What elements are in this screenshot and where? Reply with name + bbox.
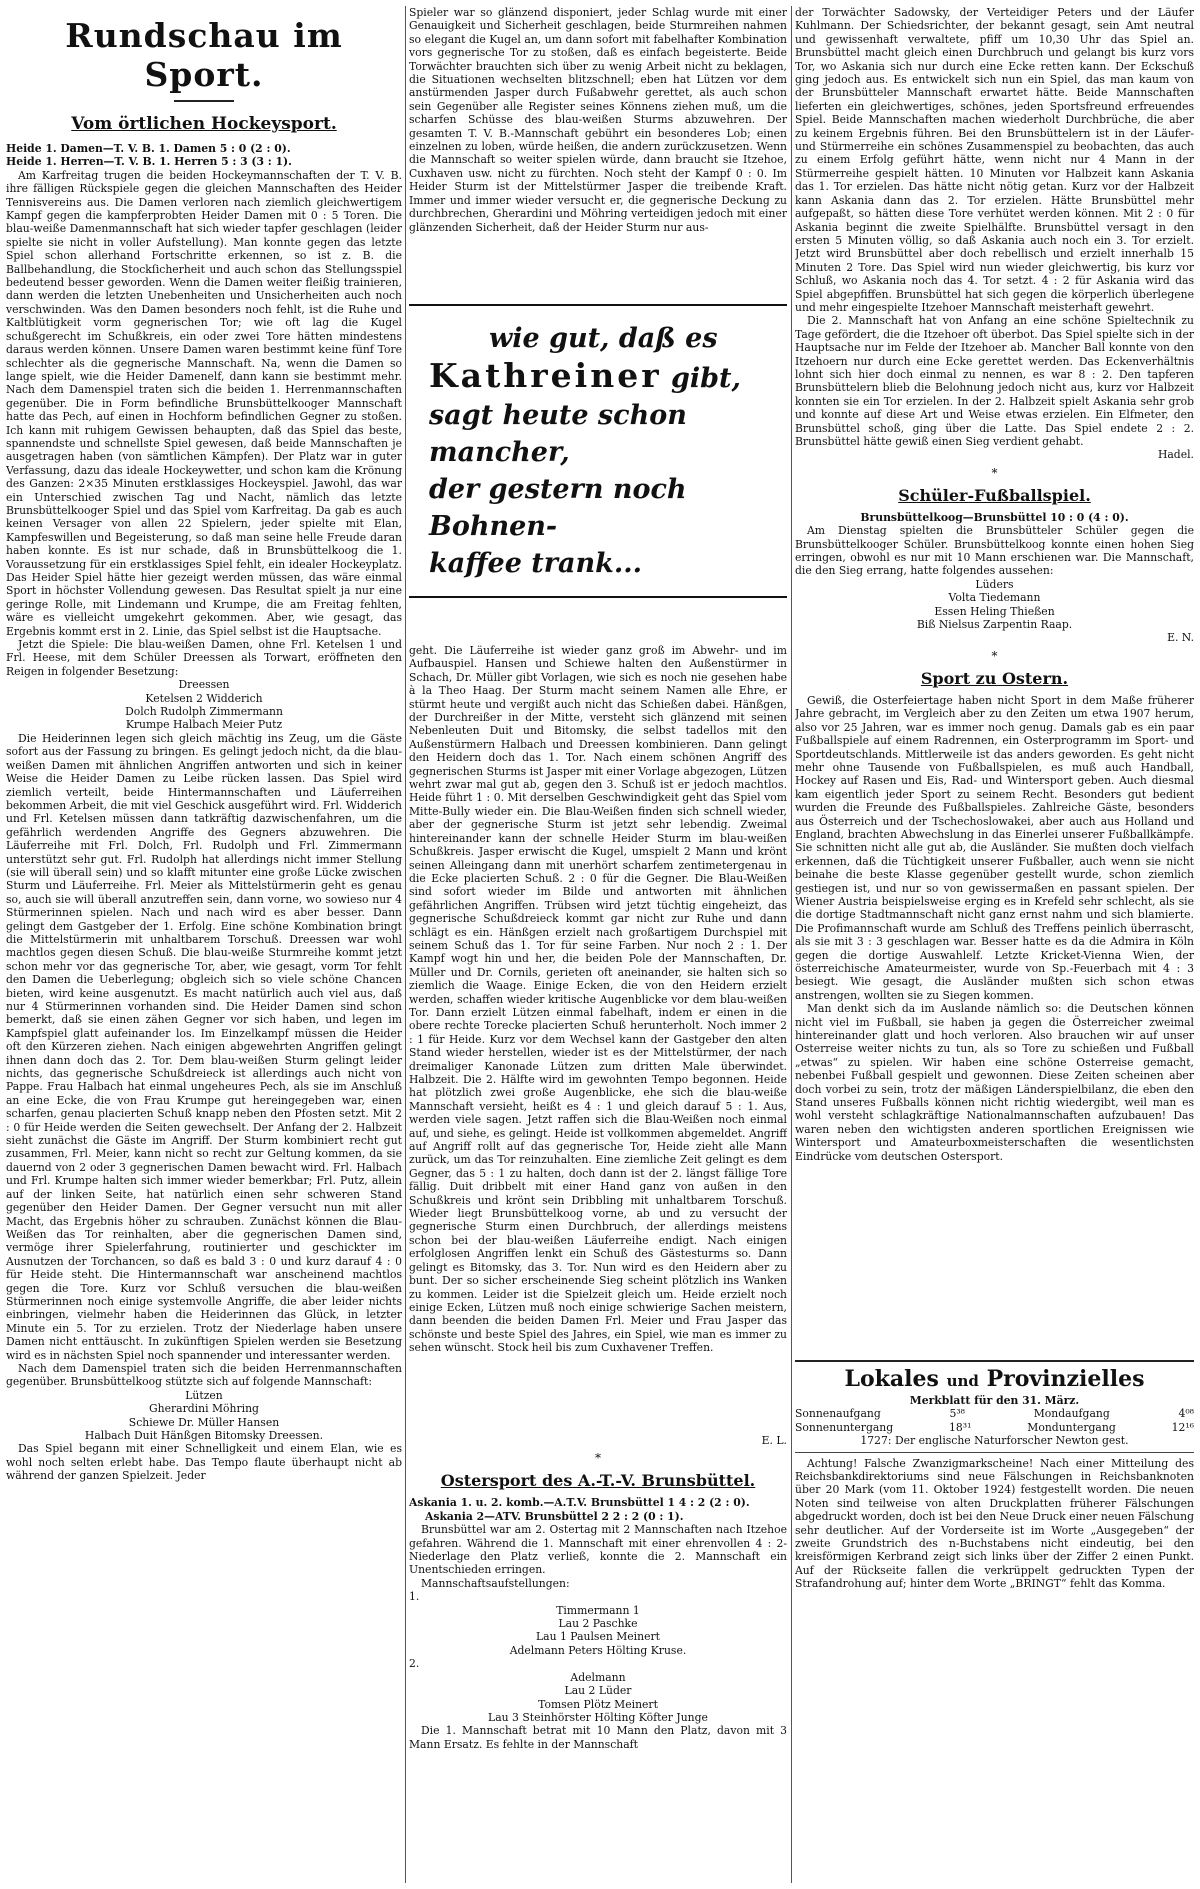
sonnenaufgang-label: Sonnenaufgang (795, 1407, 881, 1421)
column-left (6, 6, 402, 1883)
signature: E. L. (761, 1434, 787, 1447)
kathreiner-advertisement (409, 304, 787, 598)
separator-star: * (595, 1451, 601, 1466)
schueler-heading: Schüler-Fußballspiel. (898, 485, 1091, 505)
ad-line: der gestern noch Bohnen- (429, 474, 687, 542)
team-number: 2. (409, 1657, 420, 1671)
ostersport-heading: Ostersport des A.-T.-V. Brunsbüttel. (440, 1471, 756, 1491)
signature: Hadel. (1157, 448, 1194, 462)
lineup-row: Timmermann 1 (556, 1603, 640, 1617)
lineup-row: Krumpe Halbach Meier Putz (125, 718, 283, 732)
hockey-result: Heide 1. Herren—T. V. B. 1. Herren 5 : 3 (3 : 1). (6, 155, 292, 169)
article-paragraph: der Torwächter Sadowsky, der Verteidiger Peters und der Läufer Kuhlmann. Der Schiedsrichter, der bekannt gesagt, sein Amt neutral und gewissenhaft verwaltete, pfiff um 10,30 Uhr das Spiel an. Brunsbüttel macht gleich einen Durchbruch und gelangt bis kurz vors Tor, wo Askania sich nur durch eine Ecke retten kann. Der Eckschuß ging jedoch aus. Es entwickelt sich nun ein Spiel, das man kaum von der Brunsbütteler Mannschaft erwartet hätte. Beide Mannschaften lieferten ein gleichwertiges, schönes, jeden Sportsfreund erfreuendes Spiel. Beide Mannschaften machen wiederholt Durchbrüche, die aber zu keinem Ergebnis führen. Bei den Brunsbüttelern ist in der Läufer- und Stürmerreihe ein schönes Zusammenspiel zu beobachten, das auch zu einem Erfolg geführt hätte, wenn nicht nur 4 Mann in der Stürmerreihe gespielt hätten. 10 Minuten vor Halbzeit kann Askania das 1. Tor erzielen. Das hätte nicht nötig getan. Kurz vor der Halbzeit kann Askania dann das 2. Tor erzielen. Hätte Brunsbüttel mehr aufgepaßt, so hätten diese Tore verhütet werden können. Mit 2 : 0 für Askania beginnt die zweite Spielhälfte. Brunsbüttel versagt in den ersten 5 Minuten völlig, so daß Askania auch noch ein 3. Tor erzielt. Jetzt wird Brunsbüttel aber doch rebellisch und erzielt innerhalb 15 Minuten 2 Tore. Das Spiel wird nun wieder gleichwertig, bis kurz vor Schluß, wo Askania noch das 4. Tor setzt. 4 : 2 für Askania wird das Spiel abgepfiffen. Brunsbüttel hat sich gegen die körperlich überlegene und mehr eingespielte Itzehoer Mannschaft meisterhaft gewehrt. (795, 6, 1194, 314)
article-paragraph: Gewiß, die Osterfeiertage haben nicht Sport in dem Maße früherer Jahre gebracht, im Vergleich aber zu den Zeiten um etwa 1907 herum, also vor 25 Jahren, war es immer noch genug. Damals gab es ein paar Fußballspiele auf einem Radrennen, ein Osterprogramm im Sport- und Sportdeutschlands. Mittlerweile ist das anders geworden. Es geht nicht mehr ohne Tausende von Fußballspielen, es muß auch Handball, Hockey auf Rasen und Eis, Rad- und Wintersport geben. Auch diesmal kam eigentlich jeder Sport zu seinem Recht. Besonders gut bedient wurden die Freunde des Fußballspieles. Zahlreiche Gäste, besonders aus Österreich und der Tschechoslowakei, aber auch aus Holland und England, brachten Abwechslung in das Einerlei unserer Fußballkämpfe. Sie schnitten nicht alle gut ab, die Ausländer. Sie mußten doch vielfach erkennen, daß die Tüchtigkeit unserer Fußballer, auch wenn sie nicht beinahe die beste Klasse gegenüber gestellt wurde, schon ziemlich gestiegen ist, und nur so von gewissermaßen en passant spielen. Der Wiener Austria beispielsweise erging es in Krefeld sehr schlecht, als sie die dortige Stadtmannschaft nicht ganz ernst nahm und sich blamierte. Die Profimannschaft wurde am Schluß des Treffens peinlich überrascht, als sie mit 3 : 3 geschlagen war. Besser hatte es da die Admira in Köln gegen die dortige Auswahlelf. Letzte Kricket-Vienna Wien, der österreichische Amateurmeister, wurde von Sp.-Feuerbach mit 4 : 3 besiegt. Wie gesagt, die Ausländer mußten sich schon etwas anstrengen, wollten sie zu Siegen kommen. (795, 693, 1194, 1002)
page-title: Rundschau im Sport. (65, 16, 343, 94)
article-paragraph: Am Karfreitag trugen die beiden Hockeymannschaften der T. V. B. ihre fälligen Rückspiele gegen die gleichen Mannschaften des Heider Tennisvereins aus. Die Damen verloren nach ziemlich gleichwertigem Kampf gegen die kampferprobten Heider Damen mit 0 : 5 Toren. Die blau-weiße Damenmannschaft hat sich wieder tapfer geschlagen (leider spielte sie nicht in voller Aufstellung). Man konnte gegen das letzte Spiel schon allerhand Fortschritte erkennen, so ist z. B. die Ballbehandlung, die Stockſicherheit und auch schon das Stellungsspiel bedeutend besser geworden. Wenn die Damen weiter fleißig trainieren, dann werden die letzten Unebenheiten und Unsicherheiten auch noch verschwinden. Was den Damen besonders noch fehlt, ist die Ruhe und Kaltblütigkeit vorm gegnerischen Tor; wie oft lag die Kugel schußgerecht im Schußkreis, ein oder zwei Tore hätten mindestens daraus werden können. Unsere Damen waren bestimmt keine fünf Tore schlechter als die gegnerische Mannschaft. Na, wenn die Damen so lange spielt, wie die Heider Damenelf, dann kann sie bestimmt mehr. Nach dem Damenspiel traten sich die beiden 1. Herrenmannschaften gegenüber. Die in Form befindliche Brunsbüttelkooger Mannschaft hatte das Pech, auf einen in Hochform befindlichen Gegner zu stoßen. Ich kann mit ruhigem Gewissen behaupten, daß das Spiel das beste, spannendste und schnellste Spiel gewesen, daß beide Mannschaften je ausgetragen haben (von sämtlichen Kämpfen). Der Platz war in guter Verfassung, dazu das ideale Hockeywetter, und schon kam die Krönung des Ganzen: 2×35 Minuten erstklassiges Hockeyspiel. Jawohl, das war ein Unterschied zwischen Tag und Nacht, nämlich das letzte Brunsbüttelkooger Spiel und das Spiel vom Karfreitag. Da gab es auch keinen Versager von allen 22 Spielern, jeder spielte mit Elan, Kampfeswillen und Begeisterung, so daß man seine helle Freude daran haben konnte. Es ist nur schade, daß in Brunsbüttelkoog die 1. Voraussetzung für ein erstklassiges Spiel fehlt, ein idealer Hockeyplatz. Das Heider Spiel hätte hier gezeigt werden müssen, das wäre einmal Sport in höchster Vollendung gewesen. Das Resultat spielt ja nur eine geringe Rolle, mit Lindemann und Krumpe, die am Freitag fehlten, wäre es vielleicht umgekehrt gekommen. Aber, wie gesagt, das Ergebnis kommt erst in 2. Linie, das Spiel selbst ist die Hauptsache. (6, 168, 402, 638)
lokales-und: und (946, 1371, 979, 1390)
article-paragraph: Die 2. Mannschaft hat von Anfang an eine schöne Spieltechnik zu Tage gefördert, die die Itzehoer oft überbot. Das Spiel spielte sich in der Hauptsache nur im Felde der Itzehoer ab. Mancher Ball konnte von den Itzehoern nur durch eine Ecke gerettet werden. Das Eckenverhältnis lohnt sich hier doch einmal zu nennen, es war 8 : 2. Den tapferen Brunsbüttelern blieb die Belohnung jedoch nicht aus, kurz vor Halbzeit konnten sie ein Tor erzielen. In der 2. Halbzeit spielt Askania sehr grob und konnte auf diese Art und Weise etwas erzielen. Ein Elfmeter, den Brunsbüttel schoß, ging über die Latte. Das Spiel endete 2 : 2. Brunsbüttel hätte gewiß einen Sieg verdient gehabt. (795, 314, 1194, 448)
column-divider (791, 6, 792, 1883)
lineup-herren (6, 1389, 402, 1443)
lineup-row: Adelmann Peters Hölting Kruse. (509, 1643, 687, 1657)
newspaper-page (6, 6, 1194, 1883)
lineup-team-2 (409, 1671, 787, 1725)
match-result: Brunsbüttelkoog—Brunsbüttel 10 : 0 (4 : 0). (860, 510, 1129, 524)
lineup-row: Dolch Rudolph Zimmermann (125, 705, 283, 719)
article-paragraph: Die Heiderinnen legen sich gleich mächtig ins Zeug, um die Gäste sofort aus der Fassung zu bringen. Es gelingt jedoch nicht, da die blau-weißen Damen mit ähnlichen Angriffen antworten und sich in keiner Weise die Heider Damen zu Leibe rücken lassen. Das Spiel wird ziemlich verteilt, beide Hintermannschaften und Läuferreihen bekommen Arbeit, die mit viel Geschick ausgeführt wird. Frl. Widderich und Frl. Ketelsen müssen dann tatkräftig dazwischenfahren, um die gefährlich werdenden Angriffe des Gegners abzuwehren. Die Läuferreihe mit Frl. Dolch, Frl. Rudolph und Frl. Zimmermann unterstützt sehr gut. Frl. Rudolph hat allerdings nicht immer Stellung (sie will überall sein) und so klafft mitunter eine große Lücke zwischen Sturm und Läuferreihe. Frl. Meier als Mittelstürmerin geht es genau so, auch sie will überall anzutreffen sein, dann vorne, wo sowieso nur 4 Stürmerinnen spielen. Nach und nach wird es aber besser. Dann gelingt dem Gastgeber der 1. Erfolg. Eine schöne Kombination bringt die Mittelstürmerin mit unhaltbarem Torschuß. Dreessen war wohl machtlos gegen diesen Schuß. Die blau-weiße Sturmreihe kommt jetzt schon mehr vor das gegnerische Tor, aber, wie gesagt, vorm Tor fehlt den Damen die Ueberlegung; obgleich sich so viele schöne Chancen bieten, wird keine ausgenutzt. Es macht natürlich auch viel aus, daß nur 4 Stürmerinnen vorhanden sind. Die Heider Damen sind schon bemerkt, daß sie einen zähen Gegner vor sich haben, und legen im Kampfspiel glatt aufeinander los. Im Einzelkampf müssen die Heider oft den Kürzeren ziehen. Nach einigen abgewehrten Angriffen gelingt ihnen dann doch das 2. Tor. Dem blau-weißen Sturm gelingt leider nichts, das gegnerische Schußdreieck ist allerdings auch nicht von Pappe. Frau Halbach hat einmal ungeheures Pech, als sie im Anschluß an eine Ecke, die von Frau Krumpe gut hereingegeben war, einen scharfen, genau placierten Schuß knapp neben den Pfosten setzt. Mit 2 : 0 für Heide werden die Seiten gewechselt. Der Anfang der 2. Halbzeit sieht zunächst die Gäste im Angriff. Der Sturm kombiniert recht gut zusammen, Frl. Meier, kann nicht so recht zur Geltung kommen, da sie dauernd von 2 oder 3 gegnerischen Damen bewacht wird. Frl. Halbach und Frl. Krumpe halten sich immer wieder bemerkbar; Frl. Putz, allein auf der linken Seite, hat natürlich einen sehr schweren Stand gegenüber den Heider Damen. Der Gegner versucht nun mit aller Macht, das Ergebnis höher zu schrauben. Zunächst können die Blau-Weißen das Tor reinhalten, aber die gegnerischen Damen sind, vermöge ihrer Spielerfahrung, routinierter und geschickter im Ausnutzen der Torchancen, so daß es bald 3 : 0 und kurz darauf 4 : 0 für Heide steht. Die Hintermannschaft war anscheinend machtlos gegen die Tore. Kurz vor Schluß versuchen die blau-weißen Stürmerinnen noch einige systemvolle Angriffe, die aber leider nichts einbringen, vielmehr haben die Heiderinnen das Glück, in letzter Minute ein 5. Tor zu erzielen. Trotz der Niederlage haben unsere Damen nicht enttäuscht. In zukünftigen Spielen werden sie Besetzung wird es in nächsten Spiel noch spannender und interessanter werden. (6, 731, 402, 1362)
article-paragraph: Nach dem Damenspiel traten sich die beiden Herrenmannschaften gegenüber. Brunsbüttelkoog stützte sich auf folgende Mannschaft: (6, 1361, 402, 1389)
hockey-result: Heide 1. Damen—T. V. B. 1. Damen 5 : 0 (2 : 0). (6, 142, 291, 155)
lineup-schueler (795, 578, 1194, 632)
article-paragraph: Spieler war so glänzend disponiert, jeder Schlag wurde mit einer Genauigkeit und Sicherheit geschlagen, beide Sturmreihen nahmen so elegant die Kugel an, um dann sofort mit fabelhafter Kombination vors gegnerische Tor zu stoßen, daß es einfach begeisterte. Beide Torwächter brauchten sich über zu wenig Arbeit nicht zu beklagen, die Situationen wechselten blitzschnell; eben hat Lützen vor dem anstürmenden Jasper durch Fußabwehr gerettet, als auch schon sein Gegenüber alle Register seines Könnens ziehen muß, um die scharfen Schüsse des blau-weißen Sturms abzuwehren. Der gesamten T. V. B.-Mannschaft gebührt ein besonderes Lob; einen einzelnen zu loben, würde heißen, die andern zurückzusetzen. Wenn die Mannschaft so weiter spielen würde, dann braucht sie Itzehoe, Cuxhaven usw. nicht zu fürchten. Noch steht der Kampf 0 : 0. Im Heider Sturm ist der Mittelstürmer Jasper die treibende Kraft. Immer und immer wieder versucht er, die gegnerische Deckung zu durchbrechen, Gherardini und Möhring verteidigen jedoch mit einer glänzenden Sicherheit, daß der Heider Sturm nur aus- (409, 6, 787, 234)
team-number: 1. (409, 1590, 420, 1604)
ad-line: kaffee trank... (429, 548, 643, 579)
signature: E. N. (1167, 631, 1194, 645)
ad-brand: Kathreiner (429, 356, 662, 395)
article-paragraph: Mannschaftsaufstellungen: (421, 1576, 570, 1590)
sonnenuntergang-label: Sonnenuntergang (795, 1420, 894, 1434)
lineup-row: Volta Tiedemann (948, 591, 1041, 605)
mondaufgang-value: 4⁰⁸ (1178, 1407, 1194, 1421)
ad-line: wie gut, daß es (489, 323, 718, 354)
match-result: Askania 2—ATV. Brunsbüttel 2 2 : 2 (0 : 1). (425, 1509, 684, 1523)
sonnenuntergang-value: 18³¹ (949, 1420, 972, 1434)
ostern-heading: Sport zu Ostern. (920, 668, 1069, 688)
hockey-heading: Vom örtlichen Hockeysport. (71, 114, 337, 134)
lineup-row: Lau 2 Paschke (558, 1617, 638, 1631)
lineup-row: Lau 2 Lüder (564, 1684, 632, 1698)
lokales-heading (795, 1366, 1194, 1392)
lineup-row: Halbach Duit Hänßgen Bitomsky Dreessen. (84, 1429, 324, 1442)
lineup-row: Gherardini Möhring (149, 1402, 259, 1416)
column-divider (405, 6, 406, 1883)
lineup-row: Tomsen Plötz Meinert (538, 1697, 658, 1711)
column-right (795, 6, 1194, 1883)
column-middle (409, 6, 787, 1883)
lineup-row: Lau 3 Steinhörster Hölting Köfter Junge (488, 1710, 708, 1724)
lineup-row: Ketelsen 2 Widderich (145, 691, 263, 705)
article-paragraph: Das Spiel begann mit einer Schnelligkeit und einem Elan, wie es wohl noch selten erlebt habe. Das Tempo flaute überhaupt nicht ab während der ganzen Spielzeit. Jeder (6, 1442, 402, 1483)
lineup-row: Lüders (975, 577, 1014, 591)
separator-star: * (991, 648, 998, 663)
article-paragraph: Die 1. Mannschaft betrat mit 10 Mann den Platz, davon mit 3 Mann Ersatz. Es fehlte in der Mannschaft (409, 1724, 787, 1751)
monduntergang-label: Monduntergang (1027, 1420, 1116, 1434)
section-rule (795, 1360, 1194, 1362)
lineup-row: Adelmann (570, 1670, 626, 1684)
monduntergang-value: 12¹⁶ (1171, 1420, 1194, 1434)
article-paragraph: Am Dienstag spielten die Brunsbütteler Schüler gegen die Brunsbüttelkooger Schüler. Brunsbüttelkoog konnte einen hohen Sieg erringen, obwohl es nur mit 10 Mann erschienen war. Die Mannschaft, die den Sieg errang, hatte folgendes aussehen: (795, 524, 1194, 578)
lineup-row: Biß Nielsus Zarpentin Raap. (916, 618, 1073, 632)
ad-line: sagt heute schon mancher, (429, 400, 687, 468)
match-result: Askania 1. u. 2. komb.—A.T.V. Brunsbüttel 1 4 : 2 (2 : 0). (409, 1496, 750, 1510)
lineup-damen (6, 678, 402, 732)
title-rule (174, 100, 234, 102)
lineup-row: Essen Heling Thießen (934, 604, 1055, 618)
ad-line: gibt, (671, 363, 741, 394)
provinzielles-word: Provinzielles (986, 1365, 1145, 1392)
article-paragraph: geht. Die Läuferreihe ist wieder ganz groß im Abwehr- und im Aufbauspiel. Hansen und Schiewe halten den Außenstürmer in Schach, Dr. Müller gibt Vorlagen, wie sich es noch nie gesehen habe à la Theo Haag. Der Sturm macht seinem Namen alle Ehre, er stürmt heute und vergißt auch nicht das Schießen dabei. Hänßgen, der Durchreißer in der Mitte, versteht sich glänzend mit seinen Nebenleuten Duit und Bitomsky, die selbst tadellos mit den Außenstürmern Halbach und Dreessen kombinieren. Dann gelingt den Heidern doch das 1. Tor. Nach einem schönen Angriff des gegnerischen Sturms ist Jasper mit einer Vorlage abgezogen, Lützen wehrt zwar mal gut ab, gegen den 3. Schuß ist er jedoch machtlos. Heide führt 1 : 0. Mit derselben Geschwindigkeit geht das Spiel vom Mitte-Bully wieder ein. Die Blau-Weißen finden sich schnell wieder, aber der gegnerische Sturm ist jetzt sehr lebendig. Zweimal hintereinander kann der schnelle Heider Sturm im blau-weißen Schußkreis. Jasper erwischt die Kugel, umspielt 2 Mann und krönt seinen Alleingang dann mit unerhört scharfem zentimetergenau in die Ecke placierten Schuß. 2 : 0 für die Gegner. Die Blau-Weißen sind sofort wieder im Bilde und antworten mit ähnlichen gefährlichen Angriffen. Trübsen wird jetzt tüchtig eingeheizt, das gegnerische Schußdreieck kommt gar nicht zur Ruhe und dann schlägt es ein. Hänßgen erzielt nach großartigem Durchspiel mit seinem Schuß das 1. Tor für seine Farben. Nur noch 2 : 1. Der Kampf wogt hin und her, die beiden Pole der Mannschaften, Dr. Müller und Dr. Cornils, gerieten oft aneinander, sie halten sich so ziemlich die Waage. Einige Ecken, die von den Heidern erzielt werden, schaffen wieder kritische Augenblicke vor dem blau-weißen Tor. Dann erzielt Lützen einmal fabelhaft, indem er einen in die obere rechte Torecke placierten Schuß herunterholt. Noch immer 2 : 1 für Heide. Kurz vor dem Wechsel kann der Gastgeber den alten Stand wieder herstellen, wieder ist es der Mittelstürmer, der nach dreimaliger Kanonade Lützen zum dritten Male überwindet. Halbzeit. Die 2. Hälfte wird im gewohnten Tempo begonnen. Heide hat plötzlich zwei große Augenblicke, ehe sich die blau-weiße Mannschaft versieht, heißt es 4 : 1 und gleich darauf 5 : 1. Aus, werden viele sagen. Jetzt raffen sich die Blau-Weißen noch einmal auf, und siehe, es gelingt. Heide ist vollkommen abgemeldet. Angriff auf Angriff rollt auf das gegnerische Tor, Heide zieht alle Mann zurück, um das Tor reinzuhalten. Eine ziemliche Zeit gelingt es dem Gegner, das 5 : 1 zu halten, doch dann ist der 2. längst fällige Tore fällig. Duit dribbelt mit einer Hand ganz von außen in den Schußkreis und krönt sein Dribbling mit unhaltbarem Torschuß. Wieder liegt Brunsbüttelkoog vorne, ab und zu versucht der gegnerische Sturm einen Durchbruch, der allerdings meistens schon bei der blau-weißen Läuferreihe endigt. Nach einigen erfolglosen Angriffen lenkt ein Schuß des Gästesturms so. Dann gelingt es Bitomsky, das 3. Tor. Nun wird es den Heidern aber zu bunt. Der so sicher erscheinende Sieg scheint plötzlich ins Wanken zu kommen. Leider ist die Spielzeit gleich um. Heide erzielt noch einige Ecken, Lützen muß noch einige schwierige Sachen meistern, dann beenden die beiden Damen Frl. Meier und Frau Jasper das schönste und beste Spiel des Jahres, ein Spiel, wie man es immer zu sehen wünscht. Stock heil bis zum Cuxhavener Treffen. (409, 644, 787, 1355)
merkblatt-note: 1727: Der englische Naturforscher Newton gest. (860, 1434, 1129, 1448)
separator-star: * (991, 465, 998, 480)
merkblatt-title: Merkblatt für den 31. März. (909, 1393, 1080, 1407)
lineup-team-1 (409, 1604, 787, 1658)
lokales-word: Lokales (844, 1365, 939, 1392)
merkblatt-row (795, 1407, 1194, 1420)
sonnenaufgang-value: 5³⁸ (949, 1407, 965, 1421)
article-paragraph: Man denkt sich da im Auslande nämlich so: die Deutschen können nicht viel im Fußball, sie haben ja gegen die Österreicher zweimal hintereinander glatt und hoch verloren. Also brauchen wir auf unser Osterreise weiter nichts zu tun, als so Tore zu schießen und Fußball „etwas“ zu spielen. Wir haben eine schöne Osterreise gemacht, nebenbei Fußball gespielt und gewonnen. Diese Zeiten scheinen aber doch vorbei zu sein, trotz der mäßigen Länderspielbilanz, die eben den Stand unseres Fußballs können nicht richtig wiedergibt, weil man es wohl versteht schlagkräftige Nationalmannschaften aufzubauen! Das waren neben den wichtigsten anderen sportlichen Ereignissen wie Wintersport und Amateurboxmeisterschaften die wesentlichsten Eindrücke vom deutschen Ostersport. (795, 1002, 1194, 1163)
article-paragraph: Jetzt die Spiele: Die blau-weißen Damen, ohne Frl. Ketelsen 1 und Frl. Heese, mit dem Schüler Dreessen als Torwart, eröffneten den Reigen in folgender Besetzung: (6, 638, 402, 678)
lineup-row: Dreessen (178, 678, 230, 692)
article-paragraph: Achtung! Falsche Zwanzigmarkscheine! Nach einer Mitteilung des Reichsbankdirektoriums sind neue Fälschungen in Reichsbanknoten über 20 Mark (vom 11. Oktober 1924) festgestellt worden. Die neuen Noten sind teilweise von alten Druckplatten früherer Fälschungen abgedruckt worden, doch ist bei den Neue Druck einer neuen Fälschung sehr deutlicher. Auf der Vorderseite ist im Worte „Ausgegeben“ der zweite Grundstrich des n-Buchstabens nicht eindeutig, bei den kreisförmigen Kerbrand zeigt sich links über der Ziffer 2 einen Punkt. Auf der Rückseite fallen die verkrüppelt gedruckten Typen der Strafandrohung auf; hinter dem Worte „BRINGT“ fehlt das Komma. (795, 1456, 1194, 1591)
mondaufgang-label: Mondaufgang (1033, 1407, 1110, 1421)
merkblatt-row (795, 1421, 1194, 1434)
article-paragraph: Brunsbüttel war am 2. Ostertag mit 2 Mannschaften nach Itzehoe gefahren. Während die 1. Mannschaft mit einer ehrenvollen 4 : 2-Niederlage den Platz verließ, konnte die 2. Mannschaft ein Unentschieden erringen. (409, 1523, 787, 1577)
lineup-row: Schiewe Dr. Müller Hansen (128, 1415, 280, 1429)
lineup-row: Lützen (185, 1388, 223, 1402)
section-rule (795, 1452, 1194, 1453)
lineup-row: Lau 1 Paulsen Meinert (536, 1630, 660, 1644)
